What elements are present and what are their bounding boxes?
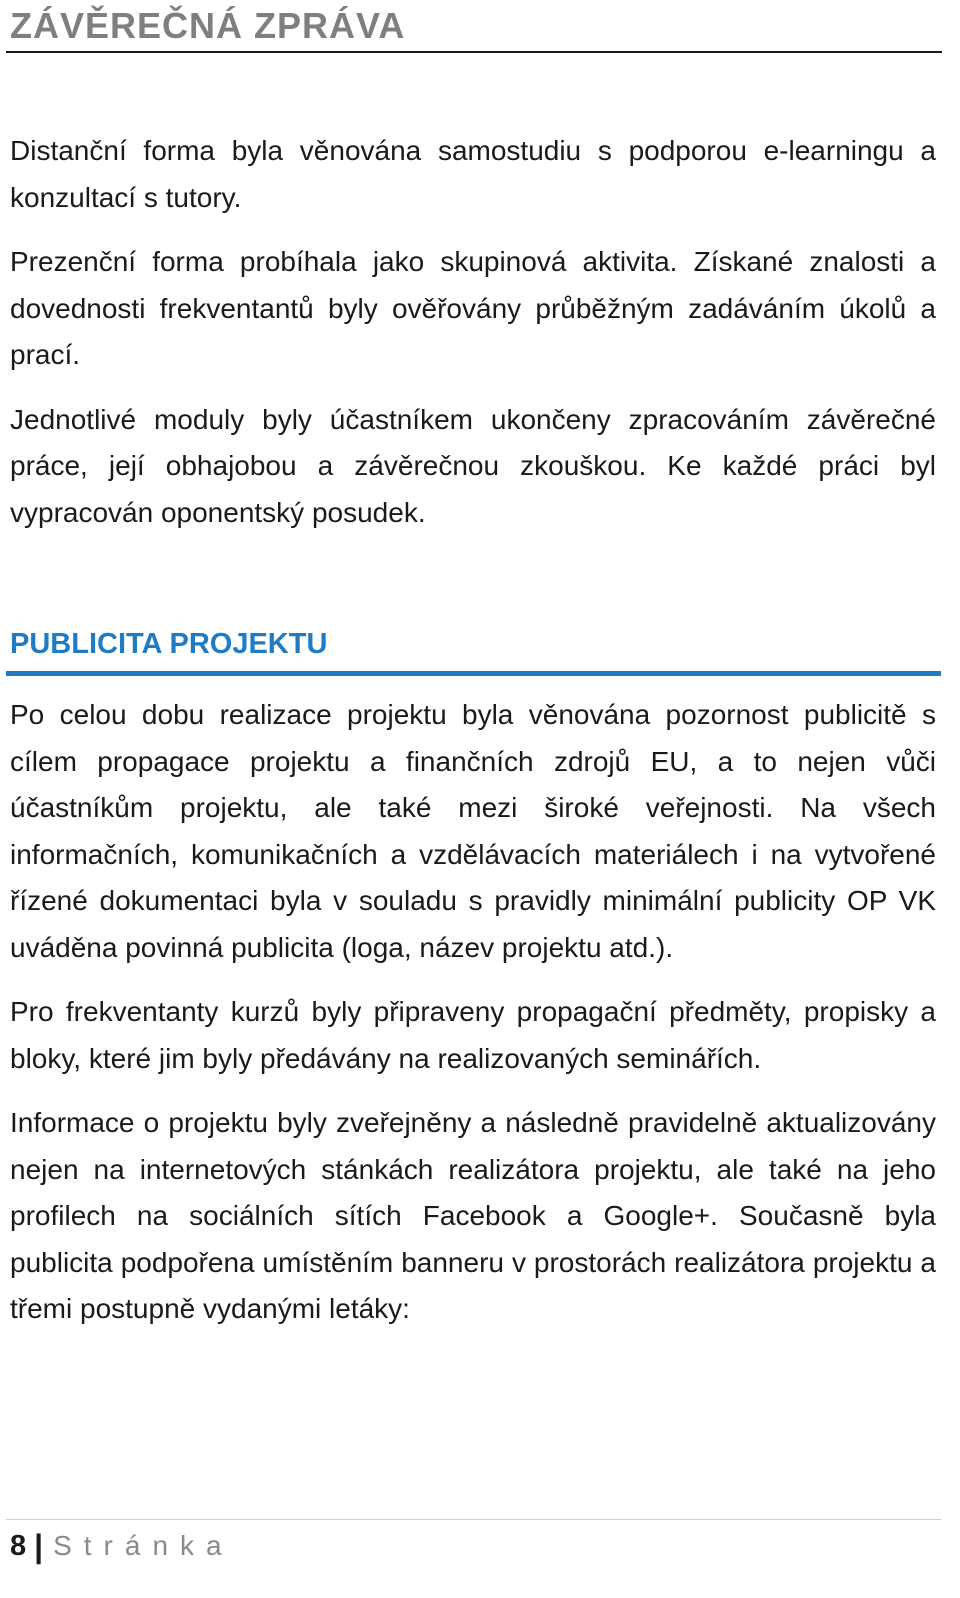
footer-separator: |: [34, 1527, 44, 1564]
paragraph-distance-form: Distanční forma byla věnována samostudiu s podporou e-learningu a konzultací s tutory.: [10, 135, 936, 213]
paragraph-modules: Jednotlivé moduly byly účastníkem ukončeny zpracováním závěrečné práce, její obhajobou a závěrečnou zkouškou. Ke každé práci byl vypracován oponentský posudek.: [10, 403, 936, 528]
publicity-text-block: [10, 692, 936, 1351]
section-divider: [6, 671, 941, 676]
page-title: ZÁVĚREČNÁ ZPRÁVA: [10, 5, 406, 46]
page-number: 8: [10, 1529, 27, 1562]
section-heading-publicity: PUBLICITA PROJEKTU: [10, 628, 328, 660]
header-divider: [6, 51, 942, 53]
paragraph-presence-form: Prezenční forma probíhala jako skupinová aktivita. Získané znalosti a dovednosti frekventantů byly ověřovány průběžným zadáváním úkolů a prací.: [10, 246, 936, 370]
page-footer: [10, 1524, 234, 1568]
intro-text-block: [10, 128, 936, 554]
page-header: [10, 4, 940, 48]
paragraph-promo-items: Pro frekventanty kurzů byly připraveny propagační předměty, propisky a bloky, které jim byly předávány na realizovaných seminářích.: [10, 996, 936, 1074]
page-label: Stránka: [53, 1530, 234, 1561]
paragraph-web-info: Informace o projektu byly zveřejněny a následně pravidelně aktualizovány nejen na internetových stánkách realizátora projektu, ale také na jeho profilech na sociálních sítích Facebook a Google+. Současně byla publicita podpořena umístěním banneru v prostorách realizátora projektu a třemi postupně vydanými letáky:: [10, 1107, 936, 1324]
footer-divider: [6, 1519, 941, 1520]
paragraph-publicity: Po celou dobu realizace projektu byla věnována pozornost publicitě s cílem propagace projektu a finančních zdrojů EU, a to nejen vůči účastníkům projektu, ale také mezi široké veřejnosti. Na všech informačních, komunikačních a vzdělávacích materiálech i na vytvořené řízené dokumentaci byla v souladu s pravidly minimální publicity OP VK uváděna povinná publicita (loga, název projektu atd.).: [10, 699, 936, 963]
